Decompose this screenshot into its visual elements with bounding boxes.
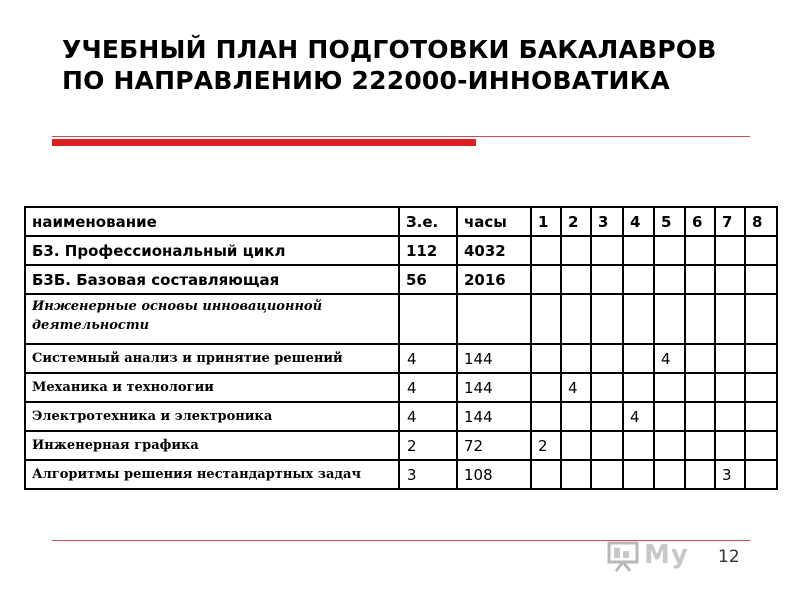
table-row — [25, 236, 777, 265]
row-hours: 4032 — [457, 236, 531, 265]
row-sem-2 — [561, 431, 591, 460]
row-ze: 2 — [399, 431, 457, 460]
row-sem-6 — [685, 460, 715, 489]
row-ze: 56 — [399, 265, 457, 294]
row-sem-2 — [561, 344, 591, 373]
row-sem-4 — [623, 344, 654, 373]
header-cell-sem-3: 3 — [591, 207, 623, 236]
row-sem-7 — [715, 344, 745, 373]
row-sem-3 — [591, 373, 623, 402]
row-sem-8 — [745, 344, 777, 373]
table-row — [25, 402, 777, 431]
row-sem-3 — [591, 294, 623, 344]
row-sem-2 — [561, 265, 591, 294]
row-sem-7 — [715, 294, 745, 344]
table-row — [25, 460, 777, 489]
curriculum-table — [24, 206, 778, 490]
logo-text: My — [644, 540, 689, 570]
row-sem-8 — [745, 236, 777, 265]
row-hours: 2016 — [457, 265, 531, 294]
row-hours: 108 — [457, 460, 531, 489]
row-sem-7 — [715, 373, 745, 402]
row-name: Инженерные основы инновационной деятельности — [25, 294, 399, 344]
row-sem-8 — [745, 460, 777, 489]
row-sem-7 — [715, 431, 745, 460]
row-sem-1 — [531, 402, 561, 431]
row-sem-7 — [715, 236, 745, 265]
row-sem-7 — [715, 265, 745, 294]
row-sem-1 — [531, 265, 561, 294]
header-cell-hours: часы — [457, 207, 531, 236]
row-sem-4 — [623, 460, 654, 489]
header-cell-sem-5: 5 — [654, 207, 685, 236]
header-cell-sem-6: 6 — [685, 207, 715, 236]
row-name: Алгоритмы решения нестандартных задач — [25, 460, 399, 489]
row-sem-1 — [531, 460, 561, 489]
row-ze: 112 — [399, 236, 457, 265]
row-sem-3 — [591, 265, 623, 294]
row-sem-1: 2 — [531, 431, 561, 460]
presentation-board-icon — [606, 540, 640, 572]
row-sem-3 — [591, 236, 623, 265]
row-sem-8 — [745, 373, 777, 402]
row-sem-4 — [623, 236, 654, 265]
row-sem-4 — [623, 373, 654, 402]
row-sem-8 — [745, 294, 777, 344]
row-sem-2: 4 — [561, 373, 591, 402]
row-hours: 144 — [457, 344, 531, 373]
header-cell-sem-7: 7 — [715, 207, 745, 236]
row-sem-6 — [685, 373, 715, 402]
row-sem-4 — [623, 431, 654, 460]
table-row — [25, 265, 777, 294]
row-sem-8 — [745, 265, 777, 294]
row-sem-7 — [715, 402, 745, 431]
row-hours: 144 — [457, 402, 531, 431]
row-sem-4 — [623, 265, 654, 294]
row-sem-2 — [561, 294, 591, 344]
row-sem-6 — [685, 402, 715, 431]
row-ze: 4 — [399, 402, 457, 431]
header-cell-sem-1: 1 — [531, 207, 561, 236]
row-hours: 72 — [457, 431, 531, 460]
row-sem-6 — [685, 344, 715, 373]
row-sem-6 — [685, 236, 715, 265]
row-sem-1 — [531, 236, 561, 265]
row-name: Б3. Профессиональный цикл — [25, 236, 399, 265]
row-sem-3 — [591, 344, 623, 373]
row-sem-7: 3 — [715, 460, 745, 489]
row-name: Инженерная графика — [25, 431, 399, 460]
row-ze — [399, 294, 457, 344]
row-ze: 4 — [399, 373, 457, 402]
table-row — [25, 373, 777, 402]
row-sem-3 — [591, 460, 623, 489]
row-sem-8 — [745, 402, 777, 431]
header-cell-sem-8: 8 — [745, 207, 777, 236]
row-sem-1 — [531, 294, 561, 344]
header-cell-sem-2: 2 — [561, 207, 591, 236]
table-row — [25, 294, 777, 344]
table-row — [25, 431, 777, 460]
row-sem-8 — [745, 431, 777, 460]
table-row — [25, 344, 777, 373]
row-sem-6 — [685, 431, 715, 460]
row-sem-2 — [561, 236, 591, 265]
header-cell-ze: З.е. — [399, 207, 457, 236]
table-header-row — [25, 207, 777, 236]
row-sem-1 — [531, 344, 561, 373]
title-divider-thin — [52, 136, 750, 137]
row-sem-5 — [654, 402, 685, 431]
row-name: Электротехника и электроника — [25, 402, 399, 431]
row-ze: 4 — [399, 344, 457, 373]
row-sem-4 — [623, 294, 654, 344]
row-sem-5: 4 — [654, 344, 685, 373]
page-number: 12 — [718, 547, 740, 567]
row-sem-3 — [591, 402, 623, 431]
row-sem-5 — [654, 294, 685, 344]
row-sem-5 — [654, 431, 685, 460]
row-hours — [457, 294, 531, 344]
row-sem-2 — [561, 460, 591, 489]
row-sem-2 — [561, 402, 591, 431]
watermark-logo — [606, 538, 766, 574]
row-sem-5 — [654, 265, 685, 294]
title-divider-red — [52, 139, 476, 146]
row-sem-5 — [654, 460, 685, 489]
row-sem-5 — [654, 373, 685, 402]
row-hours: 144 — [457, 373, 531, 402]
header-cell-name: наименование — [25, 207, 399, 236]
row-sem-1 — [531, 373, 561, 402]
row-sem-6 — [685, 294, 715, 344]
slide-title: УЧЕБНЫЙ ПЛАН ПОДГОТОВКИ БАКАЛАВРОВ ПО НАПРАВЛЕНИЮ 222000-ИННОВАТИКА — [62, 35, 717, 95]
row-ze: 3 — [399, 460, 457, 489]
row-name: Механика и технологии — [25, 373, 399, 402]
row-sem-6 — [685, 265, 715, 294]
header-cell-sem-4: 4 — [623, 207, 654, 236]
row-sem-5 — [654, 236, 685, 265]
row-name: Системный анализ и принятие решений — [25, 344, 399, 373]
row-name: Б3Б. Базовая составляющая — [25, 265, 399, 294]
row-sem-4: 4 — [623, 402, 654, 431]
row-sem-3 — [591, 431, 623, 460]
